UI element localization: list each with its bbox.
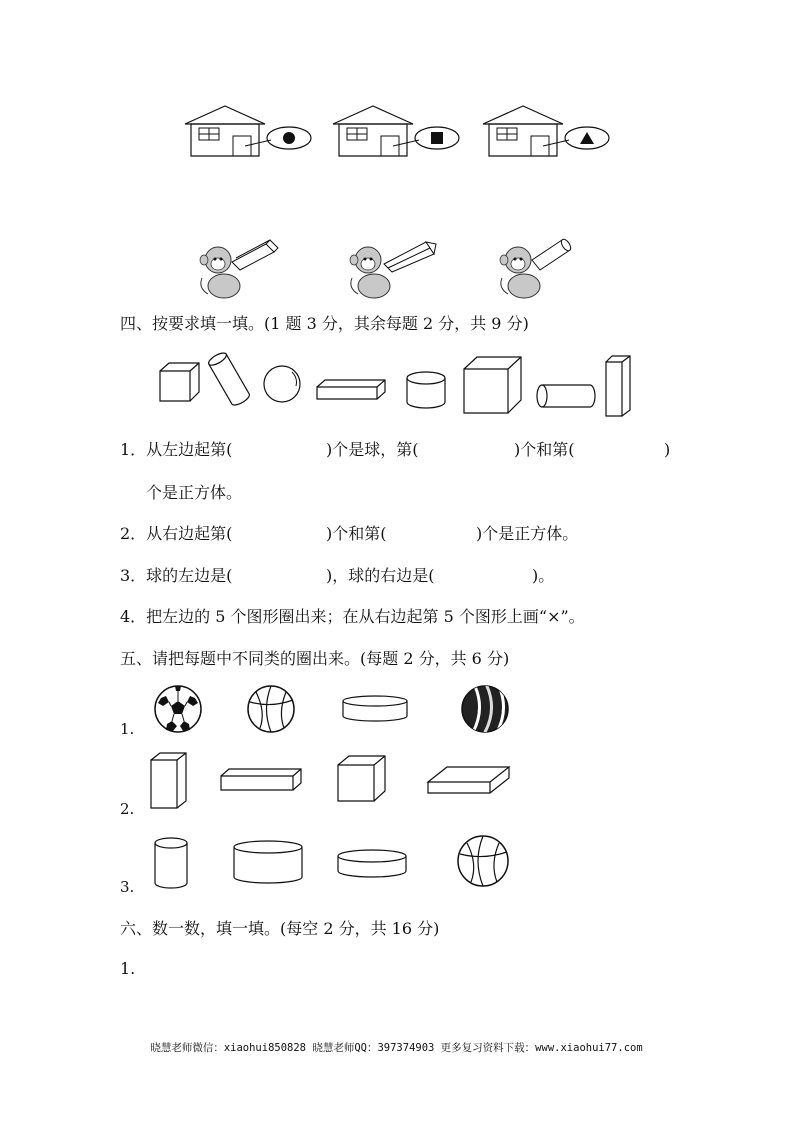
s4-q3-part1: 3．球的左边是( (120, 566, 233, 585)
s4-q2-part1: 2．从右边起第( (120, 524, 233, 543)
monkey-triangular-tube-icon (346, 238, 438, 300)
flat-slab-icon (427, 766, 511, 796)
flat-cuboid-shape (316, 379, 386, 401)
house-triangle-figure (481, 104, 611, 162)
disc-cylinder-icon (336, 848, 408, 880)
section4-title: 四、按要求填一填。(1 题 3 分，其余每题 2 分，共 9 分) (120, 314, 529, 333)
s4-q3-part2: )，球的右边是( (326, 566, 435, 585)
cube-shape-1 (159, 362, 201, 402)
s5-row3-number: 3. (120, 878, 135, 896)
s4-q1-part4: ) (664, 440, 671, 459)
cube-shape-large (463, 356, 523, 414)
page-footer: 晓慧老师微信：xiaohui850828 晓慧老师QQ：397374903 更多复习资料下载：www.xiaohui77.com (150, 1042, 643, 1054)
s5-row2-number: 2. (120, 800, 135, 818)
short-cylinder-shape (405, 371, 447, 409)
wide-cylinder-icon (232, 839, 304, 885)
s4-q1-line2: 个是正方体。 (146, 483, 243, 502)
flat-cylinder-icon (341, 694, 409, 724)
section5-title: 五、请把每题中不同类的圈出来。(每题 2 分，共 6 分) (120, 649, 510, 668)
s4-q1-part1: 1．从左边起第( (120, 440, 233, 459)
basketball-icon-2 (456, 834, 510, 888)
monkey-cylinder-tube-icon (496, 236, 574, 300)
tall-cuboid-icon (150, 752, 188, 810)
cube-icon (337, 755, 387, 803)
s4-q1-part3: )个和第( (514, 440, 575, 459)
soccer-ball-icon (153, 684, 203, 734)
basketball-icon-1 (246, 684, 296, 734)
striped-ball-icon (460, 684, 510, 734)
sphere-shape (262, 364, 302, 404)
s5-row1-number: 1. (120, 720, 135, 738)
tall-cylinder-icon (152, 836, 190, 890)
monkey-rectangular-tube-icon (196, 238, 278, 300)
s4-q1-part2: )个是球，第( (326, 440, 419, 459)
s4-q3-part3: )。 (532, 566, 555, 585)
s4-q2-part3: )个是正方体。 (476, 524, 579, 543)
s4-q2-part2: )个和第( (326, 524, 387, 543)
tilted-cylinder-shape (207, 350, 251, 408)
s4-q4: 4．把左边的 5 个图形圈出来；在从右边起第 5 个图形上画“×”。 (120, 607, 585, 626)
house-circle-figure (183, 104, 313, 162)
section6-title: 六、数一数，填一填。(每空 2 分，共 16 分) (120, 919, 440, 938)
house-square-figure (331, 104, 461, 162)
long-cuboid-icon (220, 768, 302, 792)
s6-q1-number: 1. (120, 959, 136, 978)
horizontal-cylinder-shape (535, 382, 597, 410)
tall-cuboid-shape (605, 355, 631, 417)
